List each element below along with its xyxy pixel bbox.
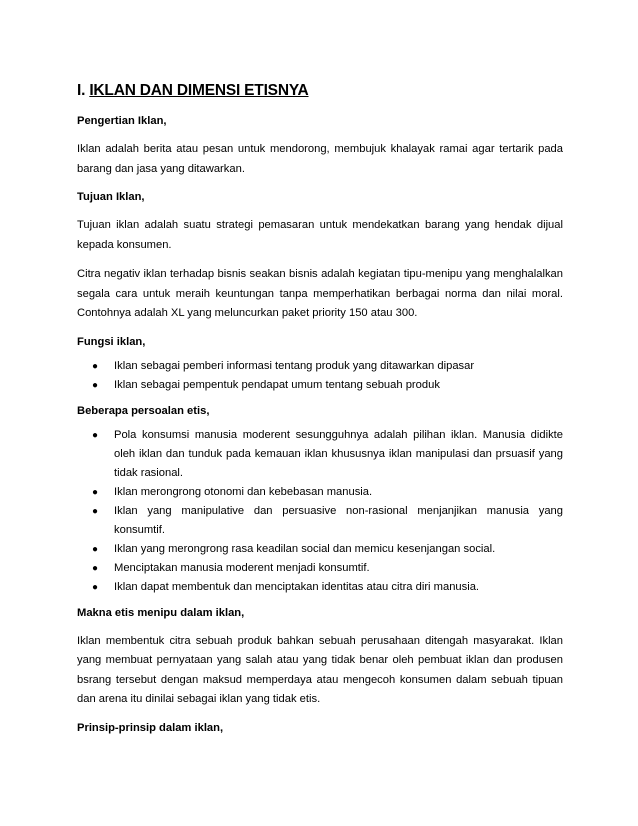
- bullet-icon: ●: [92, 379, 99, 391]
- list-item: [77, 502, 563, 540]
- bullet-icon: ●: [92, 543, 99, 555]
- document-title: [77, 80, 563, 102]
- heading-tujuan: Tujuan Iklan,: [77, 191, 145, 203]
- heading-makna: Makna etis menipu dalam iklan,: [77, 606, 245, 619]
- bullet-icon: ●: [92, 505, 99, 517]
- list-item: [77, 578, 563, 597]
- list-item: [77, 483, 563, 502]
- list-fungsi: [77, 357, 563, 395]
- list-item-text: Menciptakan manusia moderent menjadi konsumtif.: [114, 561, 370, 574]
- title-text: IKLAN DAN DIMENSI ETISNYA: [89, 82, 309, 99]
- list-item-text: Iklan yang manipulative dan persuasive non-rasional menjanjikan manusia yang konsumtif.: [114, 504, 563, 536]
- heading-persoalan: Beberapa persoalan etis,: [77, 404, 210, 417]
- list-item-text: Iklan sebagai pemberi informasi tentang produk yang ditawarkan dipasar: [114, 359, 475, 372]
- list-item: [77, 426, 563, 483]
- heading-pengertian: Pengertian Iklan,: [77, 115, 167, 127]
- list-persoalan: [77, 426, 563, 597]
- paragraph-pengertian: Iklan adalah berita atau pesan untuk mendorong, membujuk khalayak ramai agar tertarik pada barang dan jasa yang ditawarkan.: [77, 143, 563, 175]
- list-item: [77, 357, 563, 376]
- paragraph-makna: Iklan membentuk citra sebuah produk bahkan sebuah perusahaan ditengah masyarakat. Iklan yang membuat pernyataan yang salah atau yang tidak benar oleh pembuat iklan dan produsen bsrang tersebut dengan maksud memperdaya atau mengecoh konsumen dalam sebuah tipuan dan arena itu dinilai sebagai iklan yang tidak etis.: [77, 634, 563, 705]
- list-item-text: Pola konsumsi manusia moderent sesungguhnya adalah pilihan iklan. Manusia didikte oleh iklan dan tunduk pada kemauan iklan khususnya iklan manipulasi dan prsuasif yang tidak rasional.: [114, 428, 563, 479]
- list-item: [77, 540, 563, 559]
- heading-fungsi: Fungsi iklan,: [77, 335, 146, 348]
- list-item-text: Iklan merongrong otonomi dan kebebasan manusia.: [114, 485, 373, 498]
- title-number: I.: [77, 82, 86, 99]
- list-item-text: Iklan sebagai pempentuk pendapat umum tentang sebuah produk: [114, 378, 440, 391]
- bullet-icon: ●: [92, 360, 99, 372]
- bullet-icon: ●: [92, 581, 99, 593]
- list-item-text: Iklan dapat membentuk dan menciptakan identitas atau citra diri manusia.: [114, 580, 480, 593]
- list-item: [77, 559, 563, 578]
- bullet-icon: ●: [92, 562, 99, 574]
- list-item: [77, 376, 563, 395]
- heading-prinsip: Prinsip-prinsip dalam iklan,: [77, 721, 224, 734]
- list-item-text: Iklan yang merongrong rasa keadilan social dan memicu kesenjangan social.: [114, 542, 496, 555]
- paragraph-tujuan: Tujuan iklan adalah suatu strategi pemasaran untuk mendekatkan barang yang hendak dijual kepada konsumen.: [77, 219, 563, 251]
- document-page: [77, 80, 563, 747]
- paragraph-citra-negativ: Citra negativ iklan terhadap bisnis seakan bisnis adalah kegiatan tipu-menipu yang menghalalkan segala cara untuk meraih keuntungan tanpa memperhatikan berbagai norma dan nilai moral. Contohnya adalah XL yang meluncurkan paket priority 150 atau 300.: [77, 268, 563, 319]
- bullet-icon: ●: [92, 429, 99, 441]
- bullet-icon: ●: [92, 486, 99, 498]
